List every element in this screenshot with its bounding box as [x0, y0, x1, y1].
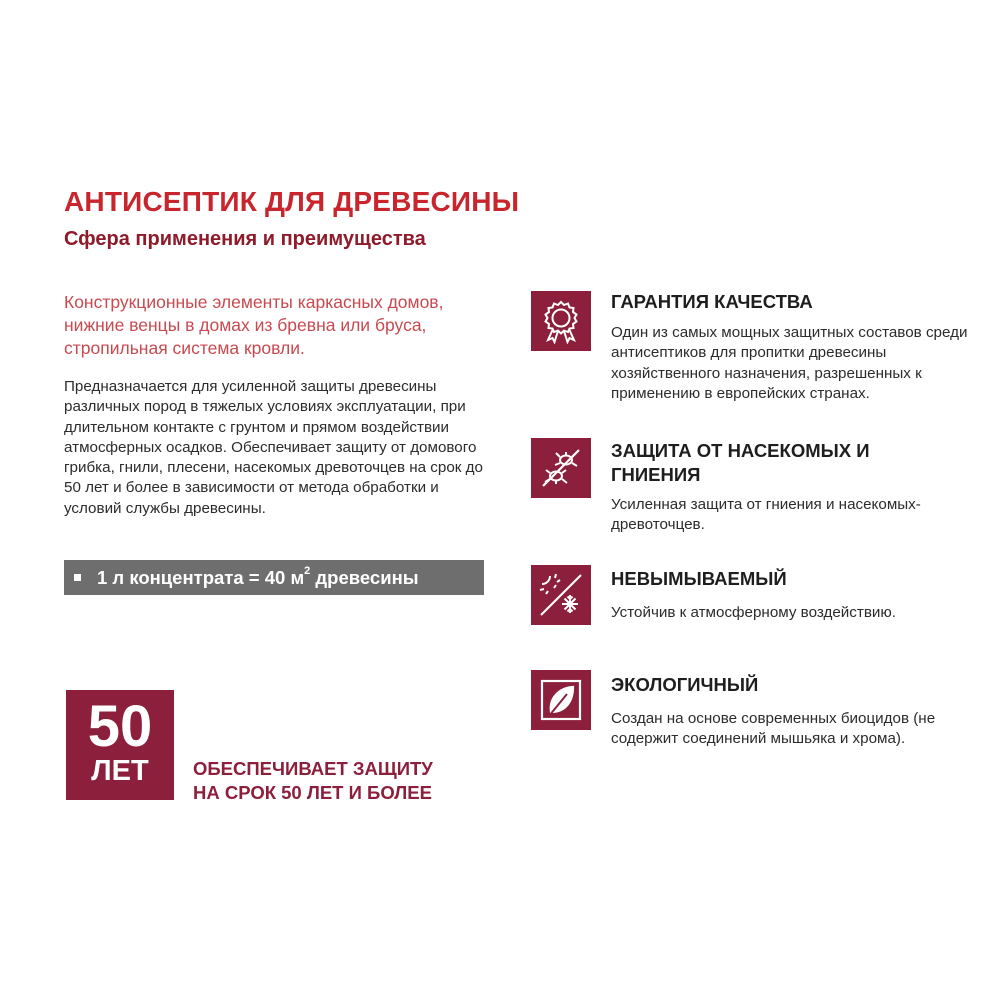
feature-text-washout: Устойчив к атмосферному воздействию. — [611, 604, 896, 621]
feature-text-quality: Один из самых мощных защитных составов среди антисептиков для пропитки древесины хозяйственного назначения, разрешенных к применению в европейских странах. — [611, 324, 968, 403]
no-insects-icon — [531, 438, 591, 498]
feature-title-eco: ЭКОЛОГИЧНЫЙ — [611, 674, 759, 695]
application-lead-text: Конструкционные элементы каркасных домов, нижние венцы в домах из бревна или бруса, стропильная система кровли. — [64, 292, 444, 358]
guarantee-text: ОБЕСПЕЧИВАЕТ ЗАЩИТУ НА СРОК 50 ЛЕТ И БОЛЕЕ — [193, 758, 433, 803]
badge-number: 50 — [87, 694, 153, 759]
feature-text-insects: Усиленная защита от гниения и насекомых-древоточцев. — [611, 496, 921, 534]
feature-title-quality: ГАРАНТИЯ КАЧЕСТВА — [611, 291, 813, 312]
feature-title-insects: ЗАЩИТА ОТ НАСЕКОМЫХ И ГНИЕНИЯ — [611, 440, 870, 485]
quality-rosette-icon — [531, 291, 591, 351]
leaf-icon — [531, 670, 591, 730]
feature-title-washout: НЕВЫМЫВАЕМЫЙ — [611, 568, 787, 589]
feature-text-eco: Создан на основе современных биоцидов (не содержит соединений мышьяка и хрома). — [611, 710, 936, 748]
bullet-square-icon — [74, 574, 81, 581]
page-title: АНТИСЕПТИК ДЛЯ ДРЕВЕСИНЫ — [64, 186, 520, 217]
page-subtitle: Сфера применения и преимущества — [64, 228, 426, 250]
years-badge — [66, 690, 174, 800]
sun-snow-icon — [531, 565, 591, 625]
badge-unit: ЛЕТ — [91, 755, 149, 787]
coverage-bar — [64, 560, 484, 595]
description-text: Предназначается для усиленной защиты древесины различных пород в тяжелых условиях эксплуатации, при длительном контакте с грунтом и прямом воздействии атмосферных осадков. Обеспечивает защиту от домового грибка, гнили, плесени, насекомых древоточцев на срок до 50 лет и более в зависимости от метода обработки и условий службы древесины. — [64, 378, 483, 517]
coverage-text: 1 л концентрата = 40 $м^2$ древесины — [97, 565, 419, 588]
